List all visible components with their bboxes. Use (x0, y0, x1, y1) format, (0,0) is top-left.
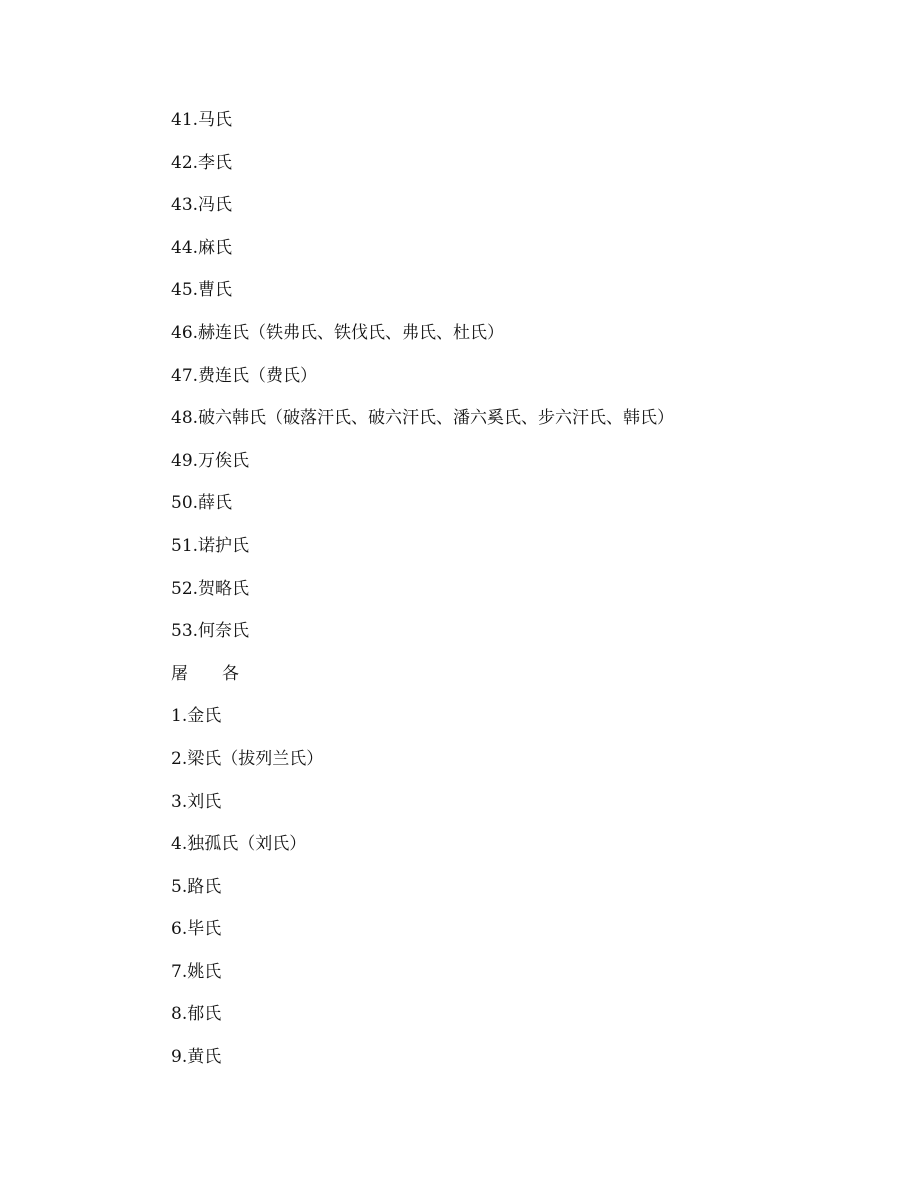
list-item: 8.郁氏 (171, 1004, 222, 1025)
section-heading-char-1: 屠 (171, 663, 188, 684)
list-item: 7.姚氏 (171, 961, 222, 982)
list-item: 53.何奈氏 (171, 621, 250, 642)
surname-list (171, 106, 871, 1086)
list-item: 44.麻氏 (171, 237, 233, 258)
section-heading (171, 660, 871, 703)
list-item: 9.黄氏 (171, 1047, 222, 1068)
list-item: 43.冯氏 (171, 195, 233, 216)
list-item: 49.万俟氏 (171, 450, 250, 471)
list-item: 45.曹氏 (171, 280, 233, 301)
list-item: 5.路氏 (171, 876, 222, 897)
list-item: 47.费连氏（费氏） (171, 365, 318, 386)
list-item: 41.马氏 (171, 110, 233, 130)
list-item: 1.金氏 (171, 706, 222, 727)
list-item: 2.梁氏（拔列兰氏） (171, 748, 324, 769)
list-item: 48.破六韩氏（破落汗氏、破六汗氏、潘六奚氏、步六汗氏、韩氏） (171, 408, 675, 429)
list-item: 50.薛氏 (171, 493, 233, 514)
list-item: 4.独孤氏（刘氏） (171, 834, 307, 855)
list-item: 51.诺护氏 (171, 535, 250, 556)
list-item: 6.毕氏 (171, 919, 222, 940)
list-item: 3.刘氏 (171, 791, 222, 812)
section-heading-char-2: 各 (222, 663, 239, 684)
list-item: 52.贺略氏 (171, 578, 250, 599)
list-item: 46.赫连氏（铁弗氏、铁伐氏、弗氏、杜氏） (171, 322, 505, 343)
list-item: 42.李氏 (171, 152, 233, 173)
